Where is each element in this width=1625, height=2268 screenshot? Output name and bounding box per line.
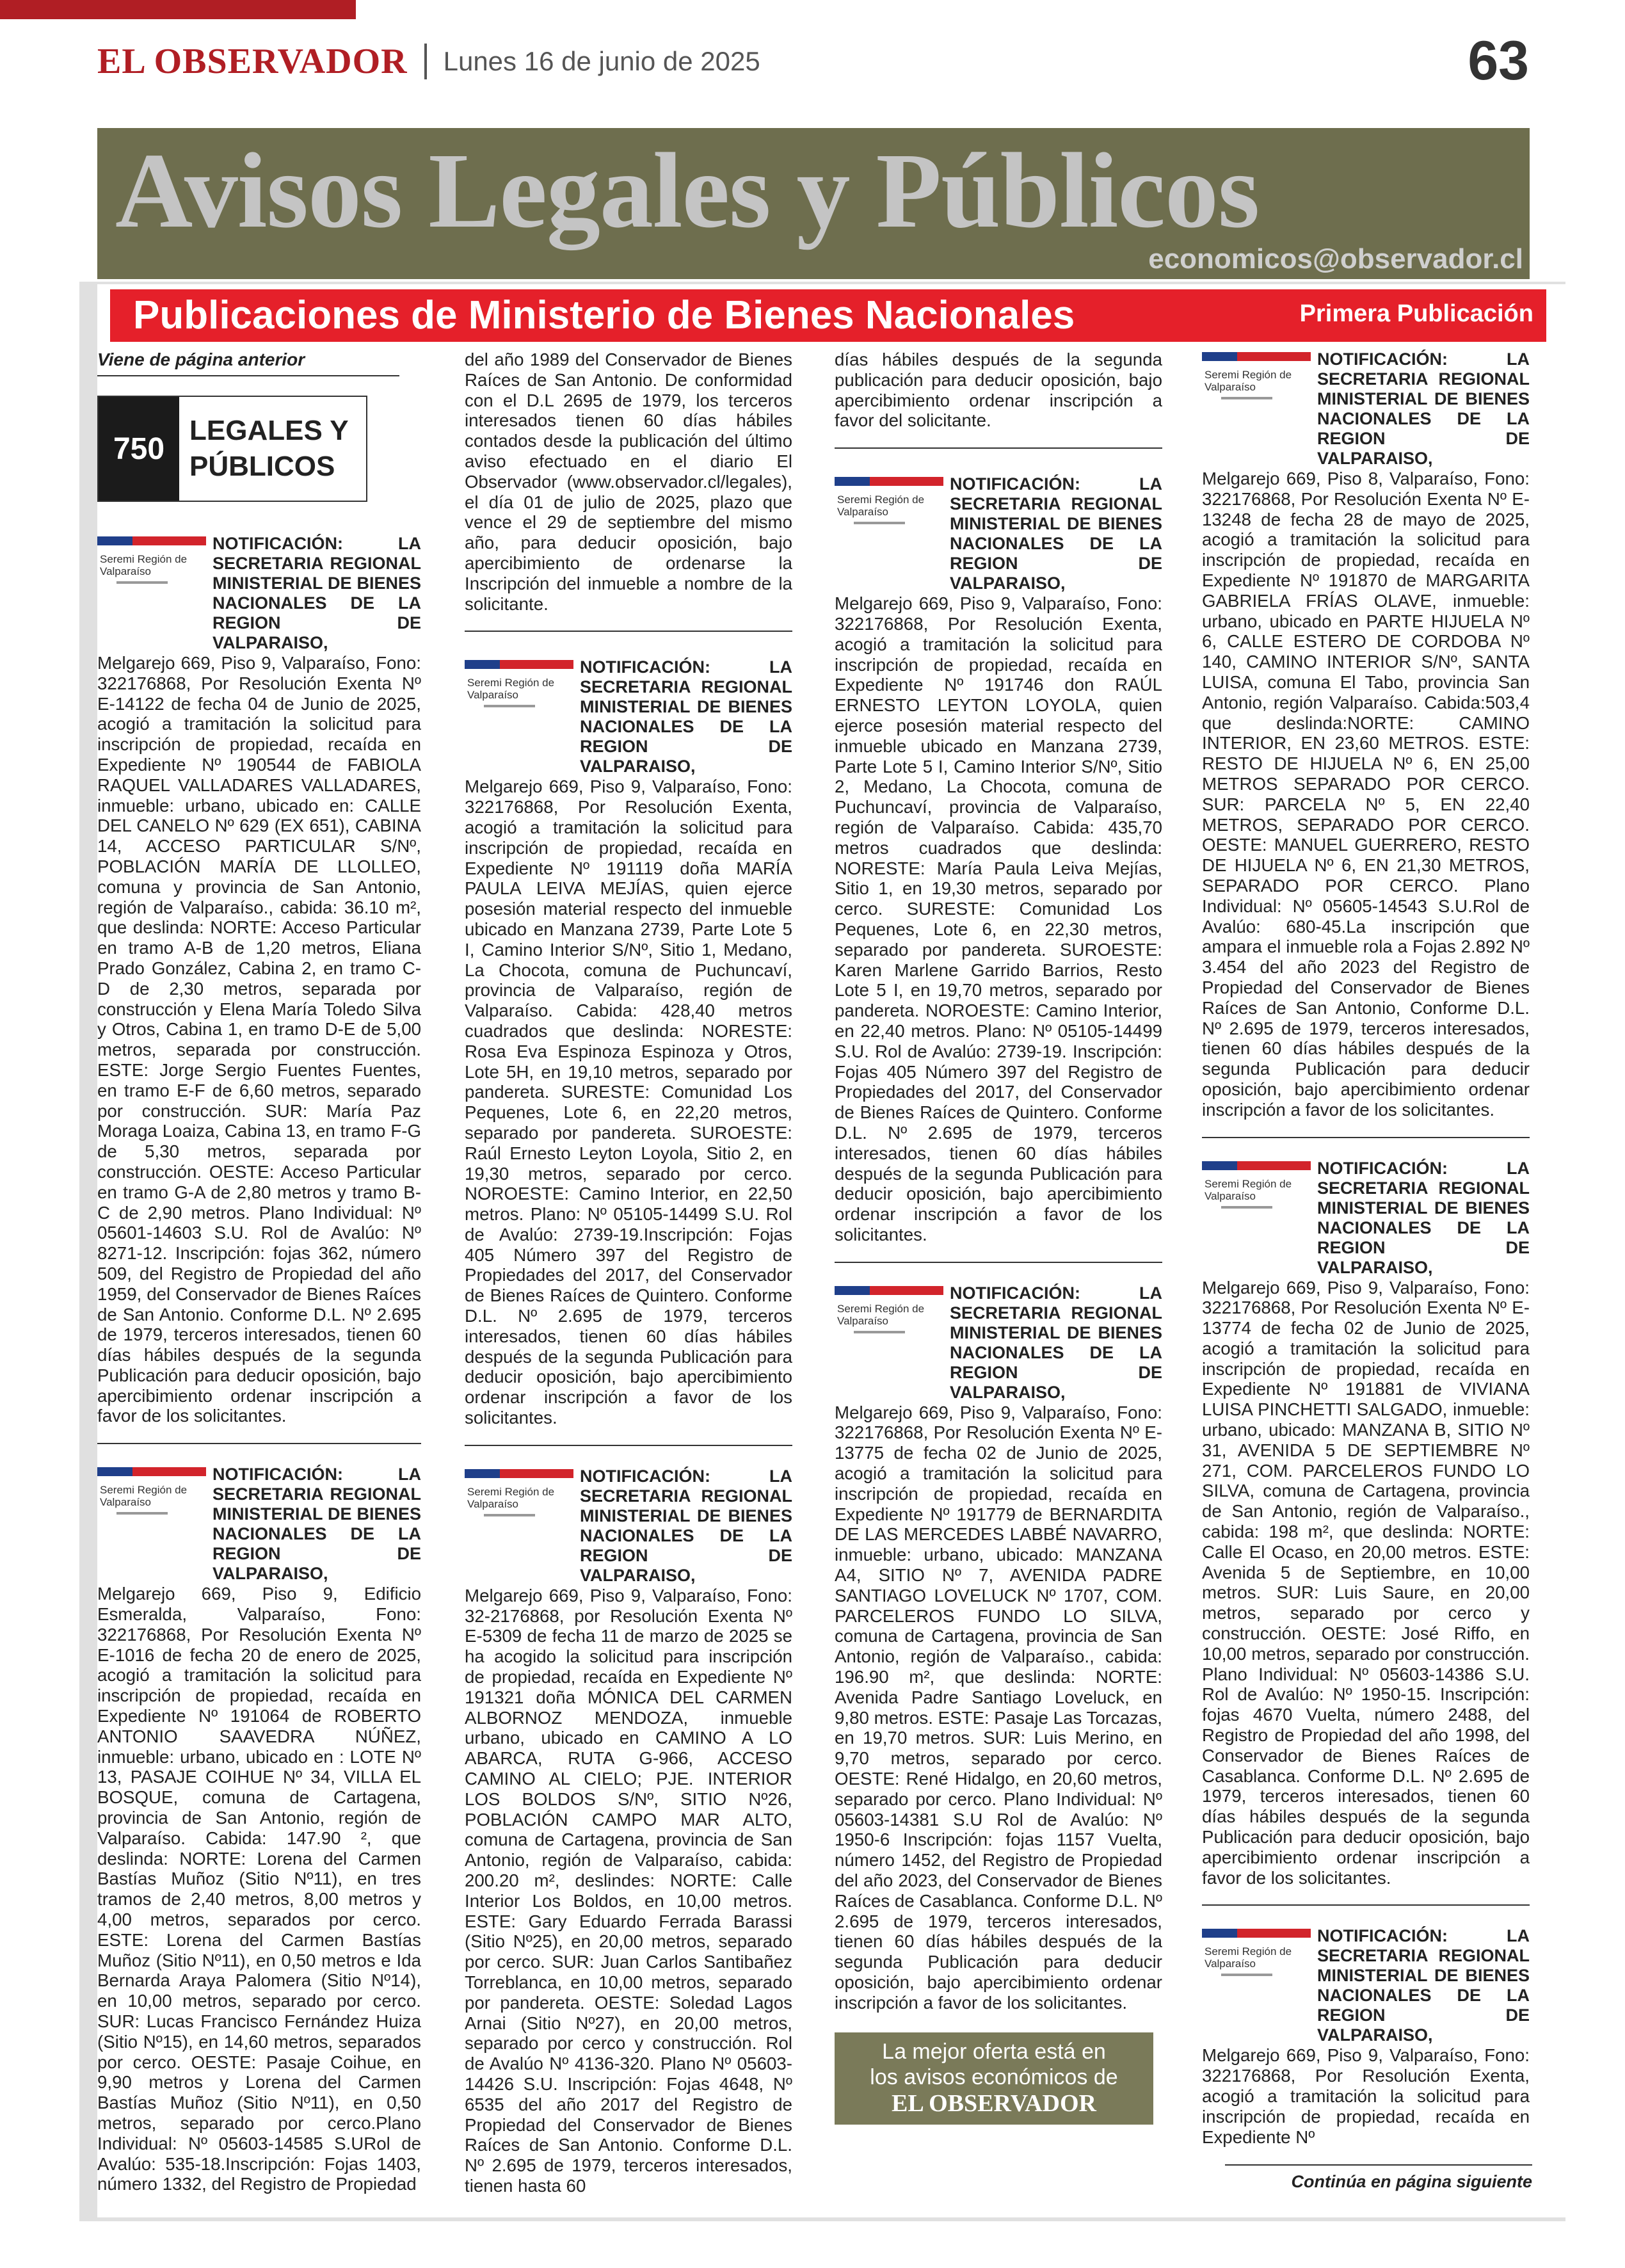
seremi-logo	[1202, 1161, 1311, 1219]
notice-heading: NOTIFICACIÓN: LA SECRETARIA REGIONAL MINISTERIAL DE BIENES NACIONALES DE LA REGION DE VALPARAISO,	[1317, 350, 1530, 468]
notice-heading: NOTIFICACIÓN: LA SECRETARIA REGIONAL MINISTERIAL DE BIENES NACIONALES DE LA REGION DE VALPARAISO,	[1317, 1926, 1530, 2045]
ad-brand: EL OBSERVADOR	[891, 2089, 1096, 2117]
notice-heading: NOTIFICACIÓN: LA SECRETARIA REGIONAL MINISTERIAL DE BIENES NACIONALES DE LA REGION DE VALPARAISO,	[950, 1283, 1162, 1402]
column-4	[1202, 350, 1530, 2200]
notice	[1202, 1159, 1530, 1906]
section-number: 750	[99, 397, 179, 501]
ad-line-2: los avisos económicos de	[870, 2064, 1118, 2089]
notice-divider	[465, 631, 792, 632]
logo-text: Seremi Región de Valparaíso	[467, 1485, 555, 1510]
seremi-logo	[1202, 352, 1311, 410]
notice-body: Melgarejo 669, Piso 9, Valparaíso, Fono: 322176868, Por Resolución Exenta, acogió a tramitación la solicitud para inscripción de propiedad, recaída en Expediente Nº 191119 doña MARÍA PAULA LEIVA MEJÍAS, quien ejerce posesión material respecto del inmueble ubicado en Manzana 2739, Parte Lote 5 I, Camino Interior S/Nº, Sitio 1, Medano, La Chocota, comuna de Puchuncaví, provincia de Valparaíso, región de Valparaíso. Cabida: 428,40 metros cuadrados que deslinda: NORESTE: Rosa Eva Espinoza Espinoza y Otros, Lote 5H, en 19,10 metros, separado por pandereta. SURESTE: Comunidad Los Pequenes, Lote 6, en 22,20 metros, separado por pandereta. SUROESTE: Raúl Ernesto Leyton Loyola, Sitio 2, en 19,30 metros, separado por cerco. NOROESTE: Camino Interior, en 22,50 metros. Plano: Nº 05105-14499 S.U. Rol de Avalúo: 2739-19.Inscripción: Fojas 405 Número 397 del Registro de Propiedades del 2017, del Conservador de Bienes Raíces de Quintero. Conforme D.L. Nº 2.695 de 1979, terceros interesados, tienen 60 días hábiles después de la segunda Publicación para deducir oposición, bajo apercibimiento ordenar inscripción a favor de los solicitantes.	[465, 776, 792, 1428]
logo-text: Seremi Región de Valparaíso	[1205, 1945, 1292, 1970]
notice-heading: NOTIFICACIÓN: LA SECRETARIA REGIONAL MINISTERIAL DE BIENES NACIONALES DE LA REGION DE VALPARAISO,	[580, 1466, 792, 1585]
masthead-separator	[424, 44, 427, 79]
notice-divider	[835, 447, 1162, 449]
seremi-logo	[465, 660, 573, 718]
notice	[465, 1467, 792, 2196]
notice-divider	[835, 1262, 1162, 1263]
publication-tag: Primera Publicación	[1299, 300, 1533, 327]
top-accent-bar	[0, 0, 356, 19]
notice-divider	[1202, 1137, 1530, 1138]
banner-title: Avisos Legales y Públicos	[115, 131, 1260, 250]
seremi-logo	[835, 1286, 943, 1344]
notice	[835, 474, 1162, 1263]
seremi-logo	[97, 1467, 206, 1525]
masthead	[97, 38, 760, 84]
notice	[1202, 1926, 1530, 2147]
seremi-logo	[97, 536, 206, 594]
notice-divider	[465, 1445, 792, 1446]
page-number: 63	[1468, 30, 1529, 92]
notice-heading: NOTIFICACIÓN: LA SECRETARIA REGIONAL MINISTERIAL DE BIENES NACIONALES DE LA REGION DE VALPARAISO,	[950, 474, 1162, 593]
logo-text: Seremi Región de Valparaíso	[837, 1302, 925, 1327]
notice-heading: NOTIFICACIÓN: LA SECRETARIA REGIONAL MINISTERIAL DE BIENES NACIONALES DE LA REGION DE VALPARAISO,	[212, 1465, 421, 1584]
notice	[97, 534, 421, 1444]
column-3	[835, 350, 1162, 2200]
section-banner	[97, 128, 1530, 279]
notice-heading: NOTIFICACIÓN: LA SECRETARIA REGIONAL MINISTERIAL DE BIENES NACIONALES DE LA REGION DE VALPARAISO,	[580, 657, 792, 776]
notice-heading: NOTIFICACIÓN: LA SECRETARIA REGIONAL MINISTERIAL DE BIENES NACIONALES DE LA REGION DE VALPARAISO,	[1317, 1158, 1530, 1277]
ad-line-1: La mejor oferta está en	[882, 2039, 1106, 2064]
section-header	[110, 289, 1546, 342]
notice	[835, 1283, 1162, 2013]
continued-on-next-note: Continúa en página siguiente	[1225, 2164, 1532, 2192]
continued-from-note: Viene de página anterior	[97, 350, 399, 376]
notice-body: Melgarejo 669, Piso 9, Valparaíso, Fono: 322176868, Por Resolución Exenta Nº E-13775 de fecha 02 de Junio de 2025, acogió a tramitación la solicitud para inscripción de propiedad, recaída en Expediente Nº 191779 de BERNARDITA DE LAS MERCEDES LABBÉ NAVARRO, inmueble: urbano, ubicado: MANZANA A4, SITIO Nº 7, AVENIDA PADRE SANTIAGO LOVELUCK Nº 1707, COM. PARCELEROS FUNDO LO SILVA, comuna de Cartagena, provincia de San Antonio, región de Valparaíso., cabida: 196.90 m², que deslinda: NORTE: Avenida Padre Santiago Loveluck, en 9,80 metros. ESTE: Pasaje Las Torcazas, en 19,70 metros. SUR: Luis Merino, en 9,70 metros, separado por cerco. OESTE: René Hidalgo, en 20,60 metros, separado por cerco. Plano Individual: Nº 05603-14381 S.U Rol de Avalúo: Nº 1950-6 Inscripción: fojas 1157 Vuelta, número 1452, del Registro de Propiedad del año 2023, del Conservador de Bienes Raíces de Casablanca. Conforme D.L. Nº 2.695 de 1979, terceros interesados, tienen 60 días hábiles después de la segunda Publicación para deducir oposición, bajo apercibimiento ordenar inscripción a favor de los solicitantes.	[835, 1402, 1162, 2013]
notice	[97, 1465, 421, 2194]
newspaper-brand: EL OBSERVADOR	[97, 42, 408, 81]
notice-body-continued: días hábiles después de la segunda publicación para deducir oposición, bajo apercibimiento ordenar inscripción a favor del solicitante.	[835, 350, 1162, 431]
logo-text: Seremi Región de Valparaíso	[1205, 369, 1292, 393]
section-label: LEGALES Y PÚBLICOS	[189, 415, 348, 482]
classified-section-box	[97, 396, 367, 502]
notice-body: Melgarejo 669, Piso 9, Valparaíso, Fono: 32-2176868, por Resolución Exenta Nº E-5309 de fecha 11 de marzo de 2025 se ha acogido la solicitud para inscripción de propiedad, recaída en Expediente Nº 191321 doña MÓNICA DEL CARMEN ALBORNOZ MENDOZA, inmueble urbano, ubicado en CAMINO A LO ABARCA, RUTA G-966, ACCESO CAMINO AL CIELO; PJE. INTERIOR LOS BOLDOS S/Nº, SITIO Nº26, POBLACIÓN CAMPO MAR ALTO, comuna de Cartagena, provincia de San Antonio, región de Valparaíso, cabida: 200.20 m², deslindes: NORTE: Calle Interior Los Boldos, en 10,00 metros. ESTE: Gary Eduardo Ferrada Barassi (Sitio Nº25), en 20,00 metros, separado por cerco. SUR: Juan Carlos Santibañez Torreblanca, en 10,00 metros, separado por pandereta. OESTE: Soledad Lagos Arnai (Sitio Nº27), en 20,00 metros, separado por cerco y construcción. Rol de Avalúo Nº 4136-320. Plano Nº 05603-14426 S.U. Inscripción: Fojas 4648, Nº 6535 del año 2017 del Registro de Propiedad del Conservador de Bienes Raíces de San Antonio. Conforme D.L. Nº 2.695 de 1979, terceros interesados, tienen hasta 60	[465, 1585, 792, 2196]
issue-date: Lunes 16 de junio de 2025	[443, 46, 760, 76]
logo-text: Seremi Región de Valparaíso	[837, 494, 925, 519]
notice-heading: NOTIFICACIÓN: LA SECRETARIA REGIONAL MINISTERIAL DE BIENES NACIONALES DE LA REGION DE VALPARAISO,	[212, 534, 421, 652]
notice	[1202, 350, 1530, 1138]
logo-text: Seremi Región de Valparaíso	[1205, 1177, 1292, 1202]
notice-body: Melgarejo 669, Piso 9, Valparaíso, Fono: 322176868, Por Resolución Exenta Nº E-14122 de fecha 04 de Junio de 2025, acogió a tramitación la solicitud para inscripción de propiedad, recaída en Expediente Nº 190544 de FABIOLA RAQUEL VALLADARES VALLADARES, inmueble: urbano, ubicado en: CALLE DEL CANELO Nº 629 (EX 651), CABINA 14, ACCESO PARTICULAR S/Nº, POBLACIÓN MARÍA DE LLOLLEO, comuna y provincia de San Antonio, región de Valparaíso., cabida: 36.10 m², que deslinda: NORTE: Acceso Particular en tramo A-B de 1,20 metros, Eliana Prado González, Cabina 2, en tramo C-D de 2,30 metros, separada por construcción y Elena María Toledo Silva y Otros, Cabina 1, en tramo D-E de 5,00 metros, separada por construcción. ESTE: Jorge Sergio Fuentes Fuentes, en tramo E-F de 6,60 metros, separado por construcción. SUR: María Paz Moraga Loaiza, Cabina 13, en tramo F-G de 5,30 metros, separada por construcción. OESTE: Acceso Particular en tramo G-A de 2,80 metros y tramo B-C de 2,90 metros. Plano Individual: Nº 05601-14603 S.U. Rol de Avalúo: Nº 8271-12. Inscripción: fojas 362, número 509, del Registro de Propiedad del año 1959, del Conservador de Bienes Raíces de San Antonio. Conforme D.L. Nº 2.695 de 1979, terceros interesados, tienen 60 días hábiles después de la segunda Publicación para deducir oposición, bajo apercibimiento ordenar inscripción a favor de los solicitantes.	[97, 653, 421, 1426]
column-1	[97, 350, 425, 2200]
column-2	[465, 350, 792, 2200]
notice-divider	[1202, 1904, 1530, 1906]
notice	[465, 657, 792, 1446]
house-ad[interactable]	[835, 2032, 1153, 2125]
section-title: Publicaciones de Ministerio de Bienes Nacionales	[133, 293, 1075, 337]
notice-body: Melgarejo 669, Piso 9, Edificio Esmeralda, Valparaíso, Fono: 322176868, Por Resolución Exenta Nº E-1016 de fecha 20 de enero de 2025, acogió a tramitación la solicitud para inscripción de propiedad, recaída en Expediente Nº 191064 de ROBERTO ANTONIO SAAVEDRA NÚÑEZ, inmueble: urbano, ubicado en : LOTE Nº 13, PASAJE COIHUE Nº 34, VILLA EL BOSQUE, comuna de Cartagena, provincia de San Antonio, región de Valparaíso. Cabida: 147.90 ², que deslinda: NORTE: Lorena del Carmen Bastías Muñoz (Sitio Nº11), en tres tramos de 2,40 metros, 8,00 metros y 4,00 metros, separados por cerco. ESTE: Lorena del Carmen Bastías Muñoz (Sitio Nº11), en 0,50 metros e Ida Bernarda Araya Palomera (Sitio Nº14), en 10,00 metros, separado por cerco. SUR: Lucas Francisco Fernández Huiza (Sitio Nº15), en 14,60 metros, separados por cerco. OESTE: Pasaje Coihue, en 9,90 metros y Lorena del Carmen Bastías Muñoz (Sitio Nº11), en 0,50 metros, separado por cerco.Plano Individual: Nº 05603-14585 S.URol de Avalúo: 535-18.Inscripción: Fojas 1403, número 1332, del Registro de Propiedad	[97, 1584, 421, 2194]
banner-email[interactable]: economicos@observador.cl	[1148, 243, 1523, 275]
seremi-logo	[1202, 1929, 1311, 1986]
notice-body: Melgarejo 669, Piso 9, Valparaíso, Fono: 322176868, Por Resolución Exenta, acogió a tramitación la solicitud para inscripción de propiedad, recaída en Expediente Nº 191746 don RAÚL ERNESTO LEYTON LOYOLA, quien ejerce posesión material respecto del inmueble ubicado en Manzana 2739, Parte Lote 5 I, Camino Interior S/Nº, Sitio 2, Medano, La Chocota, comuna de Puchuncaví, provincia de Valparaíso, región de Valparaíso. Cabida: 435,70 metros cuadrados que deslinda: NORESTE: María Paula Leiva Mejías, Sitio 1, en 19,30 metros, separado por cerco. SURESTE: Comunidad Los Pequenes, Lote 6, en 22,30 metros, separado por pandereta. SUROESTE: Karen Marlene Garrido Barrios, Resto Lote 5 I, en 19,70 metros, separado por pandereta. NOROESTE: Camino Interior, en 22,40 metros. Plano: Nº 05105-14499 S.U. Rol de Avalúo: 2739-19. Inscripción: Fojas 405 Número 397 del Registro de Propiedades del 2017, del Conservador de Bienes Raíces de Quintero. Conforme D.L. Nº 2.695 de 1979, terceros interesados, tienen 60 días hábiles después de la segunda Publicación para deducir oposición, bajo apercibimiento ordenar inscripción a favor de los solicitantes.	[835, 593, 1162, 1244]
content-sheet	[97, 284, 1565, 2217]
logo-text: Seremi Región de Valparaíso	[100, 553, 188, 577]
notice-body: Melgarejo 669, Piso 9, Valparaíso, Fono: 322176868, Por Resolución Exenta, acogió a tramitación la solicitud para inscripción de propiedad, recaída en Expediente Nº	[1202, 2045, 1530, 2147]
notice-body: Melgarejo 669, Piso 8, Valparaíso, Fono: 322176868, Por Resolución Exenta Nº E-13248 de fecha 28 de mayo de 2025, acogió a tramitación la solicitud para inscripción de propiedad, recaída en Expediente Nº 191870 de MARGARITA GABRIELA FRÍAS OLAVE, inmueble: urbano, ubicado en PARTE HIJUELA Nº 6, CALLE ESTERO DE CORDOBA Nº 140, CAMINO INTERIOR S/Nº, SANTA LUISA, comuna El Tabo, provincia San Antonio, región Valparaíso. Cabida:503,4 que deslinda:NORTE: CAMINO INTERIOR, EN 23,60 METROS. ESTE: RESTO DE HIJUELA Nº 6, EN 25,00 METROS SEPARADO POR CERCO. SUR: PARCELA Nº 5, EN 22,40 METROS, SEPARADO POR CERCO. OESTE: MANUEL GUERRERO, RESTO DE HIJUELA Nº 6, EN 21,30 METROS, SEPARADO POR CERCO. Plano Individual: Nº 05605-14543 S.U.Rol de Avalúo: 680-45.La inscripción que ampara el inmueble rola a Fojas 2.892 Nº 3.454 del año 2023 del Registro de Propiedad del Conservador de Bienes Raíces de San Antonio, Conforme D.L. Nº 2.695 de 1979, terceros interesados, tienen 60 días hábiles después de la segunda Publicación para deducir oposición, bajo apercibimiento ordenar inscripción a favor de los solicitantes.	[1202, 469, 1530, 1120]
logo-text: Seremi Región de Valparaíso	[467, 677, 555, 702]
notice-body: Melgarejo 669, Piso 9, Valparaíso, Fono: 322176868, Por Resolución Exenta Nº E-13774 de fecha 02 de Junio de 2025, acogió a tramitación la solicitud para inscripción de propiedad, recaída en Expediente Nº 191881 de VIVIANA LUISA PINCHETTI SALGADO, inmueble: urbano, ubicado: MANZANA B, SITIO Nº 31, AVENIDA 5 DE SEPTIEMBRE Nº 271, COM. PARCELEROS FUNDO LO SILVA, comuna de Cartagena, provincia de San Antonio, región de Valparaíso., cabida: 198 m², que deslinda: NORTE: Calle El Ocaso, en 20,00 metros. ESTE: Avenida 5 de Septiembre, en 10,00 metros. SUR: Luis Saure, en 20,00 metros, separado por cerco y construcción. OESTE: José Riffo, en 10,00 metros, separado por construcción. Plano Individual: Nº 05603-14386 S.U. Rol de Avalúo: Nº 1950-15. Inscripción: fojas 4670 Vuelta, número 2488, del Registro de Propiedad del año 1998, del Conservador de Bienes Raíces de Casablanca. Conforme D.L. Nº 2.695 de 1979, terceros interesados, tienen 60 días hábiles después de la segunda Publicación para deducir oposición, bajo apercibimiento ordenar inscripción a favor de los solicitantes.	[1202, 1277, 1530, 1888]
notice-divider	[97, 1443, 421, 1444]
logo-text: Seremi Región de Valparaíso	[100, 1484, 188, 1509]
notice-body-continued: del año 1989 del Conservador de Bienes Raíces de San Antonio. De conformidad con el D.L 2695 de 1979, los terceros interesados tienen 60 días hábiles contados desde la publicación del último aviso efectuado en el diario El Observador (www.observador.cl/legales), el día 01 de julio de 2025, plazo que vence el 29 de septiembre del mismo año, para deducir oposición, bajo apercibimiento de ordenarse la Inscripción del inmueble a nombre de la solicitante.	[465, 350, 792, 614]
seremi-logo	[465, 1469, 573, 1527]
seremi-logo	[835, 477, 943, 535]
